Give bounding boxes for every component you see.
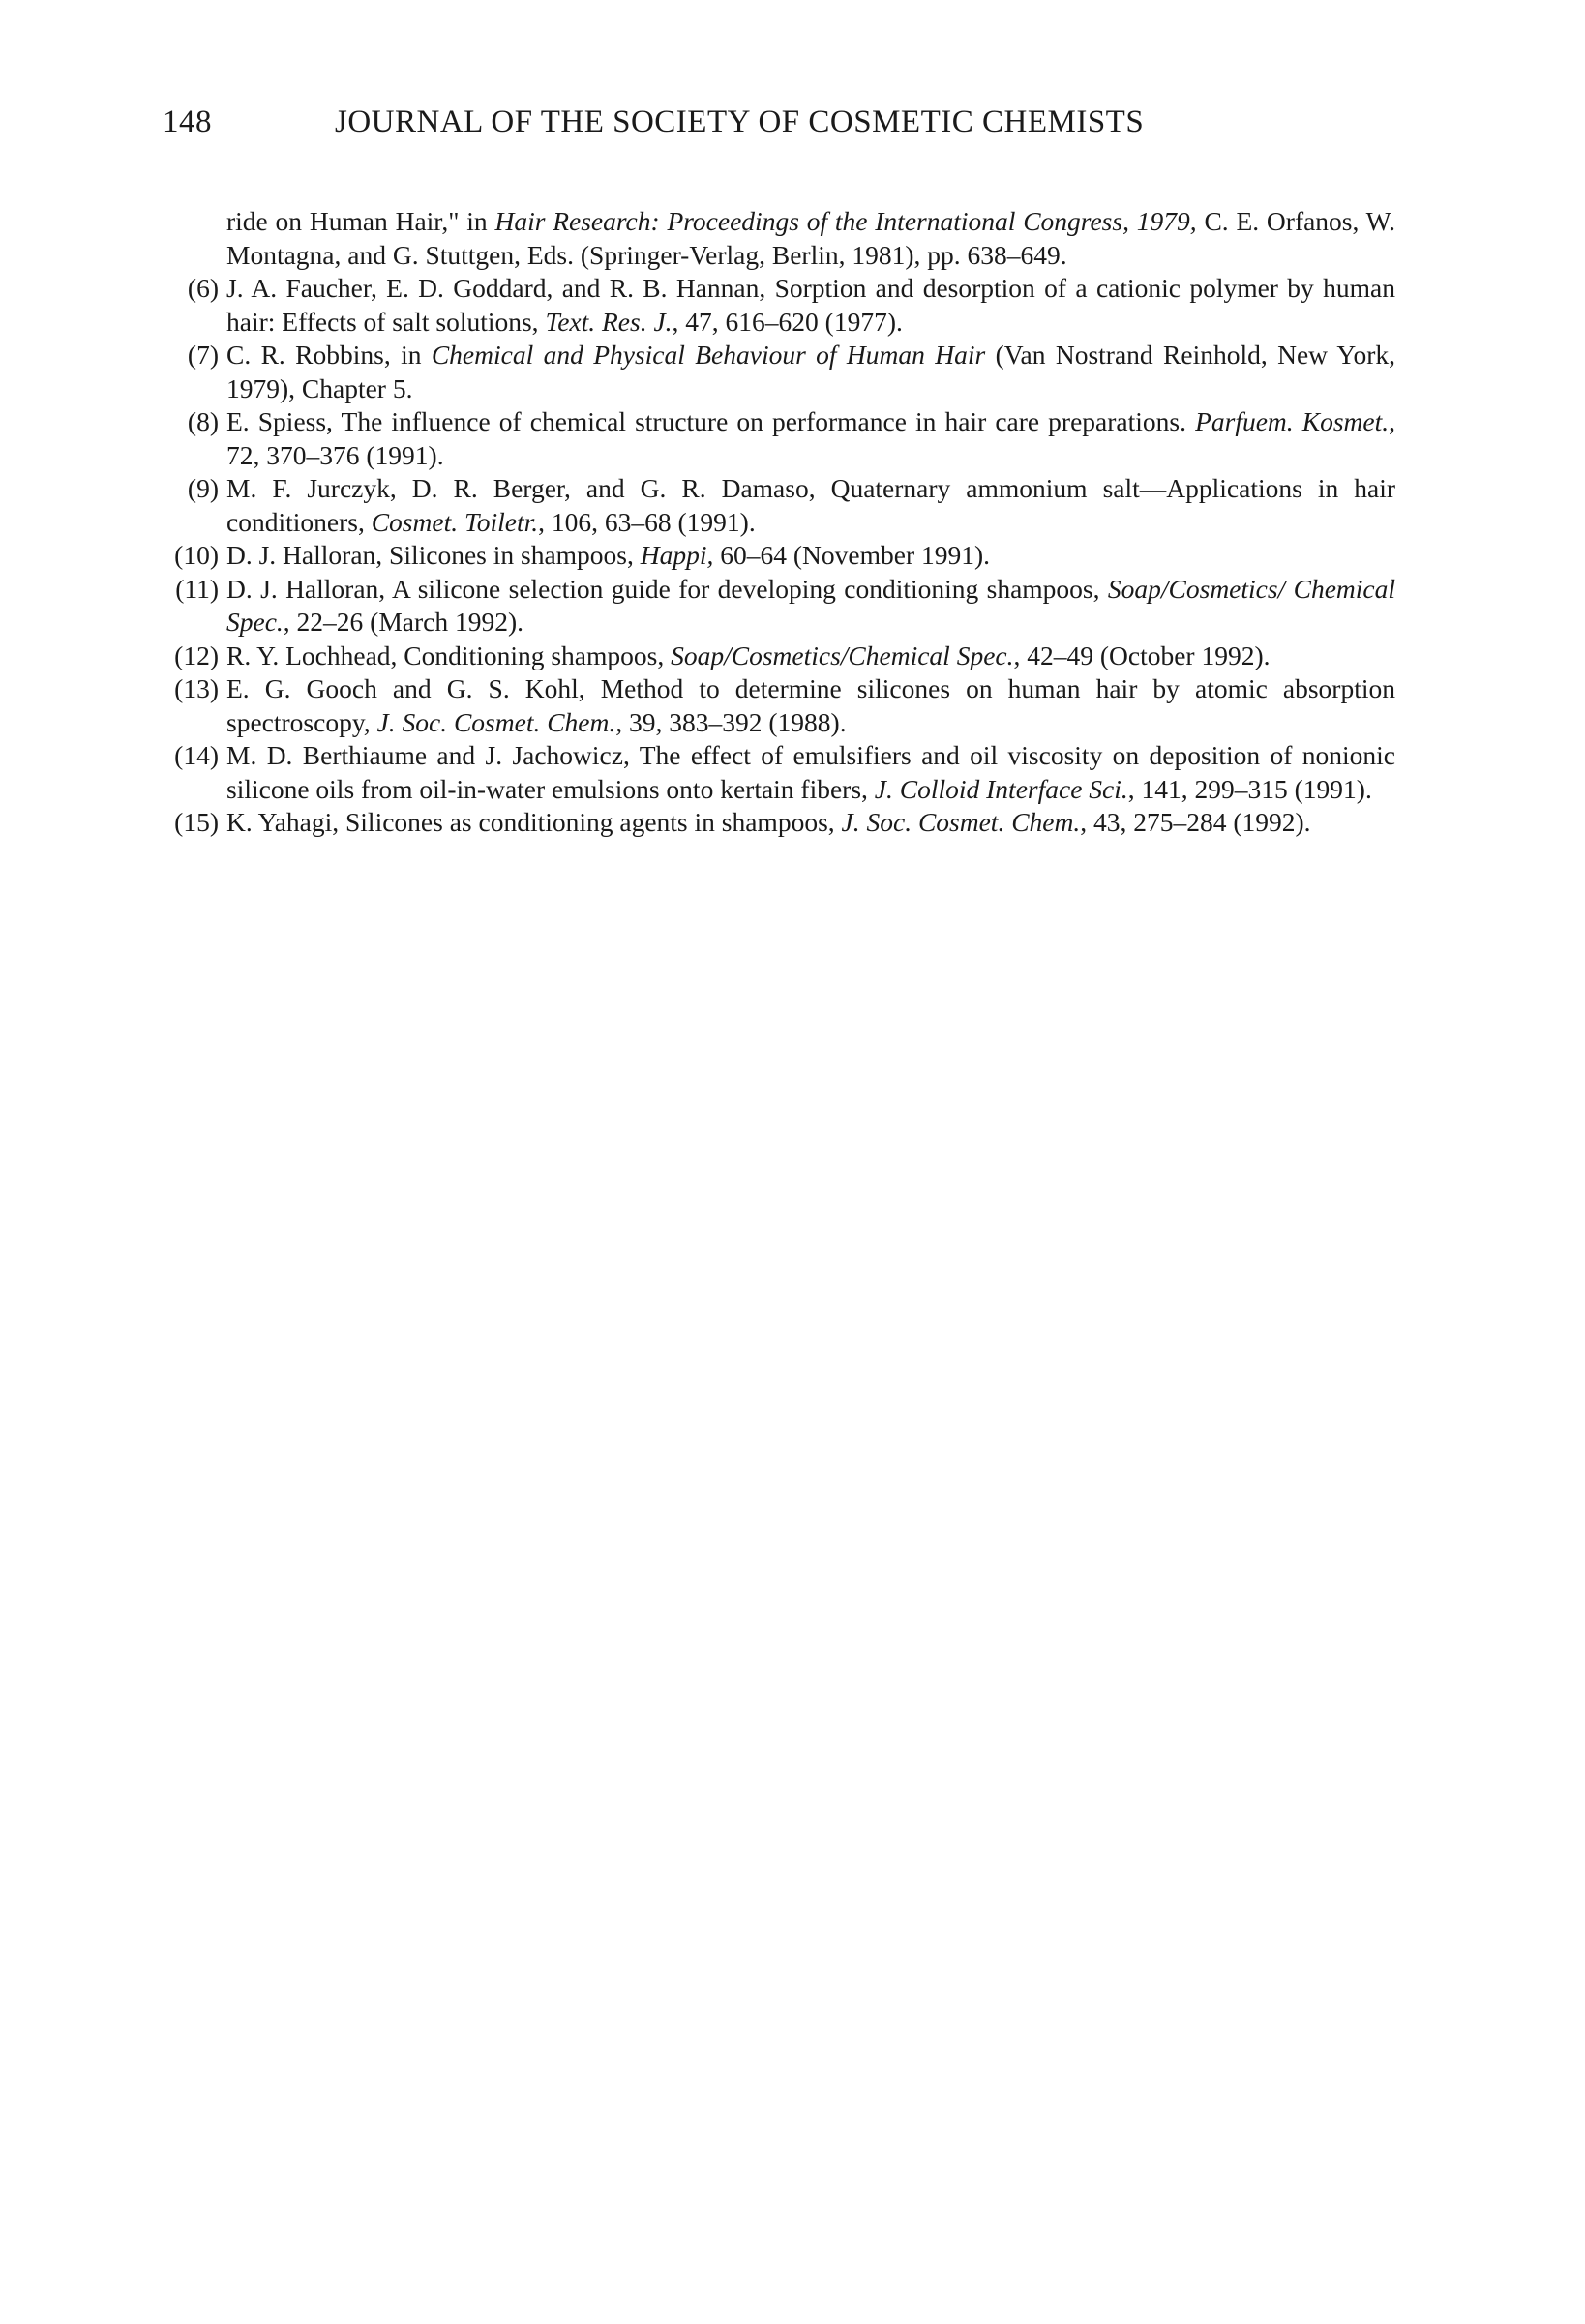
ref-text: (Van Nostrand Reinhold, New York, 1979), Chapter 5. (226, 340, 1395, 403)
ref-text: J. A. Faucher, E. D. Goddard, and R. B. Hannan, Sorption and desorption of a cationic polymer by human hair: Effects of salt solutions, (226, 273, 1395, 337)
ref-text: C. E. Orfanos, W. Montagna, and G. Stuttgen, Eds. (Springer-Verlag, Berlin, 1981), pp. 638–649. (226, 206, 1395, 270)
running-header (163, 104, 1227, 153)
ref-text: , 141, 299–315 (1991). (1127, 773, 1372, 804)
reference-item (174, 806, 1395, 840)
journal-title: JOURNAL OF THE SOCIETY OF COSMETIC CHEMISTS (335, 104, 1145, 139)
reference-number: (15) (174, 807, 219, 837)
ref-text-italic: J. Soc. Cosmet. Chem. (841, 807, 1081, 837)
ref-text-italic: Cosmet. Toiletr. (371, 506, 539, 537)
ref-text: R. Y. Lochhead, Conditioning shampoos, (226, 640, 672, 670)
ref-text-italic: Happi, (640, 540, 714, 570)
ref-text: M. F. Jurczyk, D. R. Berger, and G. R. Damaso, Quaternary ammonium salt—Applications in hair conditioners, (226, 473, 1395, 537)
ref-text: , 72, 370–376 (1991). (226, 406, 1395, 470)
ref-text: , 42–49 (October 1992). (1013, 640, 1271, 670)
ref-text: D. J. Halloran, Silicones in shampoos, (226, 540, 641, 570)
ref-text: ride on Human Hair," in (226, 206, 495, 236)
reference-item (174, 339, 1395, 405)
reference-item (174, 539, 1395, 573)
ref-text-italic: Soap/Cosmetics/Chemical Spec. (671, 640, 1014, 670)
ref-text: , 22–26 (March 1992). (283, 607, 524, 637)
reference-continuation (174, 205, 1395, 272)
ref-text-italic: J. Colloid Interface Sci. (874, 773, 1128, 804)
ref-text: , 43, 275–284 (1992). (1080, 807, 1311, 837)
reference-item (174, 573, 1395, 640)
reference-item (174, 272, 1395, 339)
ref-text-italic: Chemical and Physical Behaviour of Human Hair (431, 340, 986, 370)
ref-text: M. D. Berthiaume and J. Jachowicz, The effect of emulsifiers and oil viscosity on deposition of nonionic silicone oils from oil-in-water emulsions onto kertain fibers, (226, 740, 1395, 804)
ref-text: E. Spiess, The influence of chemical structure on performance in hair care preparations. (226, 406, 1196, 436)
reference-number: (6) (187, 273, 219, 303)
reference-number: (13) (174, 673, 219, 703)
ref-text-italic: Text. Res. J. (545, 306, 673, 337)
reference-item (174, 472, 1395, 539)
reference-item (174, 672, 1395, 739)
reference-number: (10) (174, 540, 219, 570)
reference-item (174, 640, 1395, 673)
ref-text: , 47, 616–620 (1977). (672, 306, 903, 337)
reference-number: (12) (174, 640, 219, 670)
ref-text-italic: J. Soc. Cosmet. Chem. (376, 706, 616, 737)
reference-list (174, 205, 1395, 840)
ref-text: , 39, 383–392 (1988). (615, 706, 847, 737)
page-number: 148 (163, 104, 212, 139)
ref-text: , 106, 63–68 (1991). (538, 506, 756, 537)
ref-text: 60–64 (November 1991). (713, 540, 991, 570)
reference-number: (9) (187, 473, 219, 503)
reference-number: (7) (187, 340, 219, 370)
reference-number: (11) (175, 573, 219, 604)
reference-number: (14) (174, 740, 219, 770)
ref-text: C. R. Robbins, in (226, 340, 432, 370)
reference-item (174, 739, 1395, 806)
ref-text-italic: Soap/Cosmetics/ Chemical Spec. (226, 573, 1395, 637)
ref-text: E. G. Gooch and G. S. Kohl, Method to determine silicones on human hair by atomic absorption spectroscopy, (226, 673, 1395, 737)
reference-number: (8) (187, 406, 219, 436)
ref-text: K. Yahagi, Silicones as conditioning agents in shampoos, (226, 807, 842, 837)
ref-text: D. J. Halloran, A silicone selection guide for developing conditioning shampoos, (226, 573, 1108, 604)
ref-text-italic: Parfuem. Kosmet. (1195, 406, 1390, 436)
reference-item (174, 405, 1395, 472)
ref-text-italic: Hair Research: Proceedings of the International Congress, 1979, (494, 206, 1197, 236)
